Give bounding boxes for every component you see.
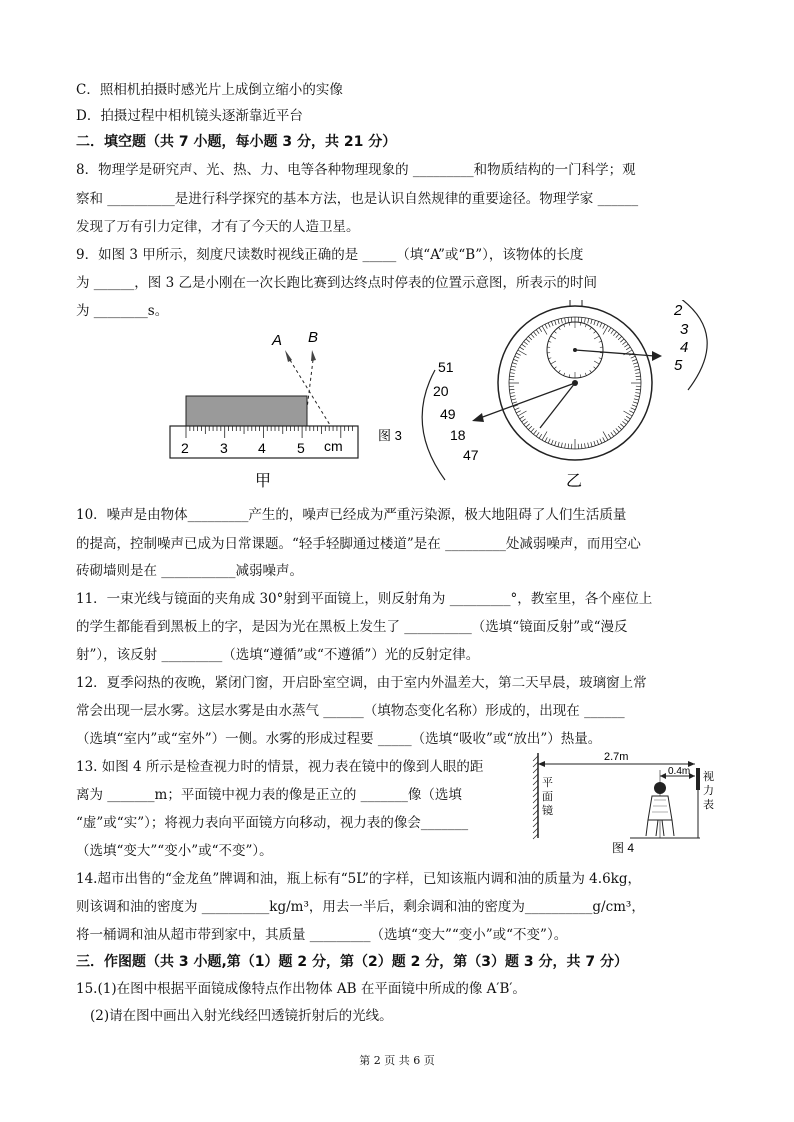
section-3-heading: 三．作图题（共 3 小题,第（1）题 2 分，第（2）题 2 分，第（3）题 3 分，共 7 分）	[76, 954, 628, 970]
q14-line2: 则该调和油的密度为 __________kg/m³，用去一半后，剩余调和油的密度为__________g/cm³，	[76, 899, 645, 915]
option-d: D．拍摄过程中相机镜头逐渐靠近平台	[76, 108, 303, 124]
q11-line1: 11．一束光线与镜面的夹角成 30°射到平面镜上，则反射角为 _________°，教室里，各个座位上	[76, 591, 653, 607]
ruler-unit: cm	[324, 438, 343, 454]
caption-jia: 甲	[255, 473, 272, 490]
ruler-tick-3: 3	[220, 440, 228, 456]
ruler-tick-4: 4	[258, 440, 266, 456]
left-scale-49: 49	[440, 406, 456, 422]
eye-chart	[696, 768, 700, 790]
q8-line1: 8．物理学是研究声、光、热、力、电等各种物理现象的 _________和物质结构的一门科学；观	[76, 162, 636, 178]
right-scale-4: 4	[680, 339, 689, 356]
left-scale-20: 20	[433, 383, 449, 399]
distance-2-7m: 2.7m	[604, 751, 629, 763]
right-scale-3: 3	[680, 321, 689, 338]
figure-3-yi	[422, 300, 707, 490]
q9-line3: 为 ________s。	[76, 303, 169, 319]
q9-line1: 9．如图 3 甲所示，刻度尺读数时视线正确的是 _____（填“A”或“B”），该物体的长度	[76, 247, 584, 263]
left-scale-47: 47	[463, 447, 479, 463]
figure-3	[0, 300, 794, 500]
q8-line3: 发现了万有引力定律，才有了今天的人造卫星。	[76, 219, 360, 235]
chart-label-1: 视	[703, 771, 714, 783]
q15-part2: (2)请在图中画出入射光线经凹透镜折射后的光线。	[90, 1008, 393, 1024]
q14-line3: 将一桶调和油从超市带到家中，其质量 _________（选填“变大”“变小”或“不变”）。	[76, 927, 568, 943]
mirror-label-1: 平	[542, 777, 553, 789]
figure-3-caption: 图 3	[378, 428, 402, 443]
q14-line1: 14.超市出售的“金龙鱼”牌调和油，瓶上标有“5L”的字样，已知该瓶内调和油的质量为 4.6kg，	[76, 871, 641, 887]
right-scale-5: 5	[674, 357, 683, 374]
ruler-tick-5: 5	[297, 440, 305, 456]
q13-line4: （选填“变大”“变小”或“不变”）。	[76, 843, 273, 859]
left-scale-18: 18	[450, 427, 466, 443]
q10-line3: 砖砌墙则是在 ___________减弱噪声。	[76, 563, 304, 579]
q12-line2: 常会出现一层水雾。这层水雾是由水蒸气 ______（填物态变化名称）形成的，出现在 ______	[76, 703, 625, 719]
q8-line2: 察和 __________是进行科学探究的基本方法，也是认识自然规律的重要途径。物理学家 ______	[76, 191, 639, 207]
q12-line3: （选填“室内”或“室外”）一侧。水雾的形成过程要 _____（选填“吸收”或“放出”）热量。	[76, 731, 602, 747]
mirror-label-3: 镜	[542, 805, 553, 817]
q13-line2: 离为 _______m；平面镜中视力表的像是正立的 _______像（选填	[76, 787, 462, 803]
q11-line2: 的学生都能看到黑板上的字，是因为光在黑板上发生了 __________（选填“镜面反射”或“漫反	[76, 619, 628, 635]
option-c: C．照相机拍摄时感光片上成倒立缩小的实像	[76, 82, 343, 98]
q15-part1: 15.(1)在图中根据平面镜成像特点作出物体 AB 在平面镜中所成的像 A′B′。	[76, 981, 526, 997]
distance-0-4m: 0.4m	[668, 766, 691, 777]
q12-line1: 12．夏季闷热的夜晚，紧闭门窗，开启卧室空调，由于室内外温差大，第二天早晨，玻璃窗上常	[76, 675, 647, 691]
figure-4-caption: 图 4	[612, 841, 635, 855]
q13-line1: 13. 如图 4 所示是检查视力时的情景，视力表在镜中的像到人眼的距	[76, 759, 484, 775]
label-b: B	[308, 329, 319, 346]
q13-line3: “虚”或“实”）；将视力表向平面镜方向移动，视力表的像会_______	[76, 815, 469, 831]
q9-line2: 为 ______，图 3 乙是小刚在一次长跑比赛到达终点时停表的位置示意图，所表示的时间	[76, 275, 597, 291]
right-scale-2: 2	[674, 302, 683, 319]
label-a: A	[272, 332, 283, 349]
figure-4	[530, 748, 750, 858]
page-footer: 第 2 页 共 6 页	[359, 1054, 435, 1067]
left-scale-51: 51	[438, 359, 454, 375]
measured-block	[186, 396, 307, 426]
q11-line3: 射”），该反射 _________（选填“遵循”或“不遵循”）光的反射定律。	[76, 647, 480, 663]
q10-line1: 10．噪声是由物体_________产生的，噪声已经成为严重污染源，极大地阻碍了人们生活质量	[76, 507, 627, 523]
caption-yi: 乙	[566, 473, 583, 490]
section-2-heading: 二．填空题（共 7 小题，每小题 3 分，共 21 分）	[76, 134, 397, 150]
mirror-label-2: 面	[542, 791, 553, 803]
ruler-tick-2: 2	[181, 440, 189, 456]
chart-label-3: 表	[703, 799, 714, 811]
figure-3-jia	[170, 329, 358, 490]
chart-label-2: 力	[703, 785, 714, 797]
q10-line2: 的提高，控制噪声已成为日常课题。“轻手轻脚通过楼道”是在 _________处减弱噪声，而用空心	[76, 536, 641, 552]
